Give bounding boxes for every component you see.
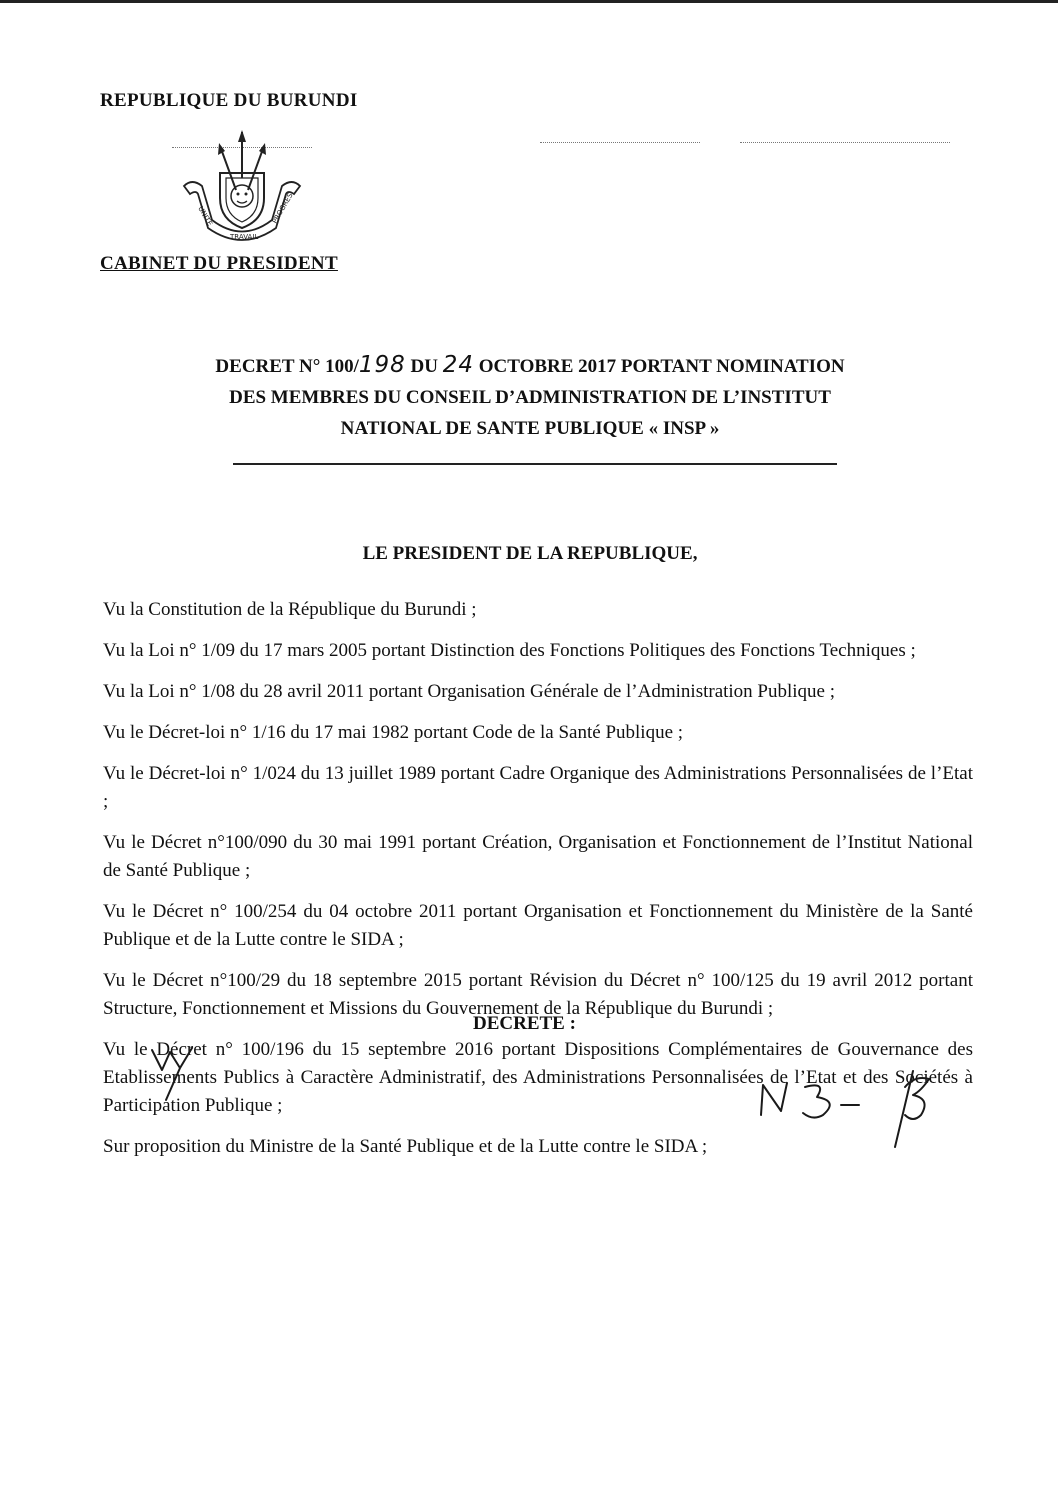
decree-number-prefix: DECRET N° 100/ — [215, 356, 359, 377]
title-underline-rule — [233, 463, 837, 465]
svg-text:UNITE: UNITE — [196, 205, 214, 228]
dotted-line-mid — [540, 142, 700, 143]
consideration-6: Vu le Décret n°100/090 du 30 mai 1991 portant Création, Organisation et Fonctionnement de l’Institut National de Santé Publique ; — [103, 832, 973, 881]
decrete-heading: DECRETE : — [473, 1013, 576, 1034]
decree-date-suffix: OCTOBRE 2017 PORTANT NOMINATION — [474, 356, 845, 377]
header-republic: REPUBLIQUE DU BURUNDI — [100, 90, 358, 111]
handwritten-initials-left — [140, 1040, 200, 1105]
coat-of-arms-emblem — [172, 128, 312, 248]
consideration-10: Sur proposition du Ministre de la Santé Publique et de la Lutte contre le SIDA ; — [103, 1136, 708, 1157]
svg-text:TRAVAIL: TRAVAIL — [230, 233, 259, 241]
header-cabinet: CABINET DU PRESIDENT — [100, 253, 338, 274]
page-top-border — [0, 0, 1058, 3]
consideration-1: Vu la Constitution de la République du Burundi ; — [103, 599, 477, 620]
decree-title-line1 — [90, 350, 970, 382]
decree-du: DU — [405, 356, 443, 377]
consideration-7: Vu le Décret n° 100/254 du 04 octobre 2011 portant Organisation et Fonctionnement du Ministère de la Santé Publique et de la Lutte contre le SIDA ; — [103, 901, 973, 950]
president-heading: LE PRESIDENT DE LA REPUBLIQUE, — [362, 543, 698, 564]
handwritten-initials-right — [745, 1065, 960, 1150]
decree-number-handwritten: 198 — [358, 352, 406, 378]
decree-day-handwritten: 24 — [442, 352, 474, 378]
consideration-3: Vu la Loi n° 1/08 du 28 avril 2011 portant Organisation Générale de l’Administration Publique ; — [103, 681, 836, 702]
decree-title — [90, 350, 970, 444]
svg-text:PROGRES: PROGRES — [270, 191, 295, 225]
consideration-4: Vu le Décret-loi n° 1/16 du 17 mai 1982 portant Code de la Santé Publique ; — [103, 722, 684, 743]
consideration-5: Vu le Décret-loi n° 1/024 du 13 juillet 1989 portant Cadre Organique des Administrations Personnalisées de l’Etat ; — [103, 763, 973, 812]
consideration-2: Vu la Loi n° 1/09 du 17 mars 2005 portant Distinction des Fonctions Politiques des Fonctions Techniques ; — [103, 640, 916, 661]
consideration-8: Vu le Décret n°100/29 du 18 septembre 2015 portant Révision du Décret n° 100/125 du 19 avril 2012 portant Structure, Fonctionnement et Missions du Gouvernement de la République du Burundi ; — [103, 970, 973, 1019]
decree-title-line2: DES MEMBRES DU CONSEIL D’ADMINISTRATION DE L’INSTITUT — [229, 387, 831, 408]
consideration-9: Vu le Décret n° 100/196 du 15 septembre 2016 portant Dispositions Complémentaires de Gouvernance des Etablissements Publics à Caractère Administratif, des Administrations Personnalisées de l’Etat et des Sociétés à Participation Publique ; — [103, 1039, 973, 1116]
decree-title-line3: NATIONAL DE SANTE PUBLIQUE « INSP » — [340, 418, 720, 439]
dotted-line-right — [740, 142, 950, 143]
